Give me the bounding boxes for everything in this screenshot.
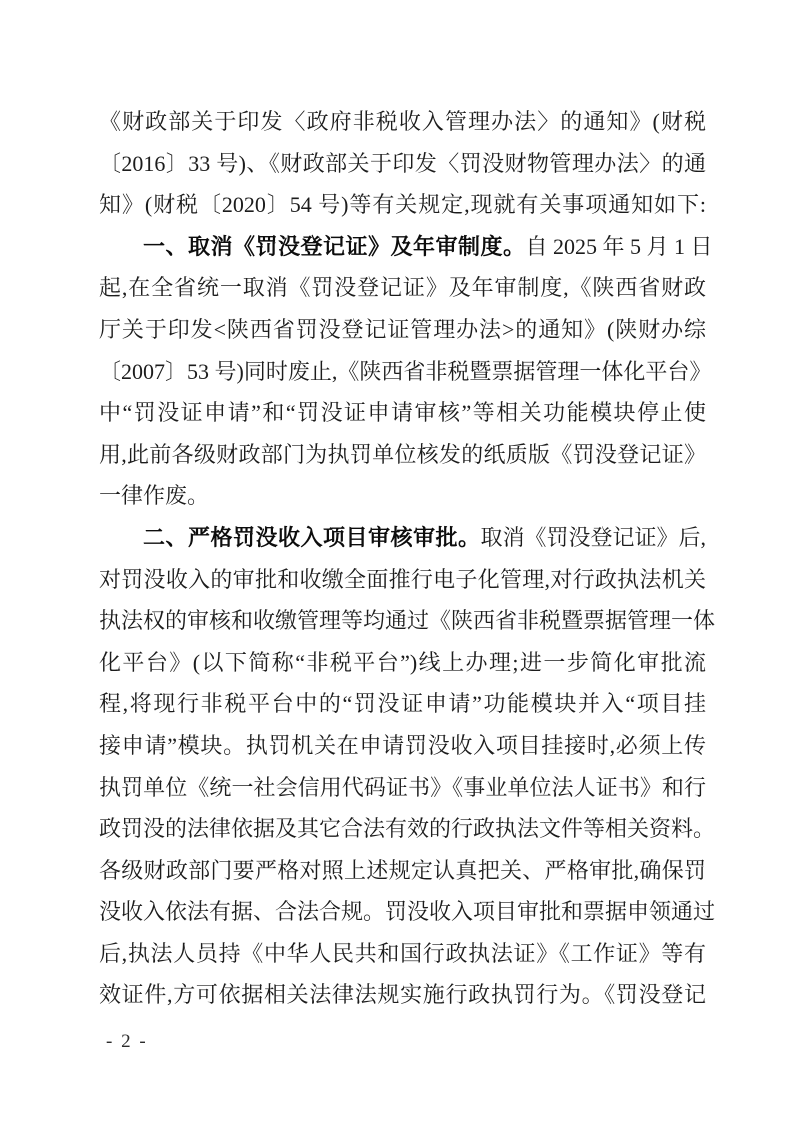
text-line — [99, 434, 706, 476]
line-text: 政罚没的法律依据及其它合法有效的行政执法文件等相关资料。 — [99, 816, 716, 842]
text-line — [99, 725, 706, 767]
text-line — [99, 559, 706, 601]
text-line — [99, 226, 713, 268]
text-line — [99, 351, 712, 393]
line-text: 〔2016〕33 号)、《财政部关于印发〈罚没财物管理办法〉的通 — [99, 150, 706, 176]
line-text: 程,将现行非税平台中的“罚没证申请”功能模块并入“项目挂 — [99, 691, 706, 717]
text-line — [99, 974, 706, 1016]
text-line — [99, 517, 706, 559]
text-line — [99, 683, 706, 725]
line-text: 各级财政部门要严格对照上述规定认真把关、严格审批,确保罚 — [99, 857, 706, 883]
line-text: 用,此前各级财政部门为执罚单位核发的纸质版《罚没登记证》 — [99, 441, 706, 467]
line-text: 接申请”模块。执罚机关在申请罚没收入项目挂接时,必须上传 — [99, 732, 706, 758]
line-text: 起,在全省统一取消《罚没登记证》及年审制度,《陕西省财政 — [99, 275, 706, 301]
line-text: 自 2025 年 5 月 1 日 — [525, 233, 713, 259]
line-text: 中“罚没证申请”和“罚没证申请审核”等相关功能模块停止使 — [99, 400, 706, 426]
line-text: 一律作废。 — [99, 483, 210, 509]
text-line — [99, 267, 706, 309]
text-line — [99, 891, 716, 933]
text-line — [99, 767, 706, 809]
line-text: 执罚单位《统一社会信用代码证书》《事业单位法人证书》和行 — [99, 774, 706, 800]
text-line — [99, 309, 706, 351]
line-text: 化平台》(以下简称“非税平台”)线上办理;进一步简化审批流 — [99, 649, 706, 675]
text-line — [99, 850, 706, 892]
line-text: 对罚没收入的审批和收缴全面推行电子化管理,对行政执法机关 — [99, 566, 706, 592]
line-text: 取消《罚没登记证》后, — [480, 524, 707, 550]
line-text: 知》(财税〔2020〕54 号)等有关规定,现就有关事项通知如下: — [99, 192, 706, 218]
section-heading: 一、取消《罚没登记证》及年审制度。 — [143, 233, 526, 259]
line-text: 执法权的审核和收缴管理等均通过《陕西省非税暨票据管理一体 — [99, 608, 716, 634]
line-text: 效证件,方可依据相关法律法规实施行政执罚行为。《罚没登记 — [99, 982, 706, 1008]
page-number: - 2 - — [106, 1031, 148, 1052]
text-line — [99, 600, 716, 642]
line-text: 〔2007〕53 号)同时废止,《陕西省非税暨票据管理一体化平台》 — [99, 358, 712, 384]
text-line — [99, 933, 706, 975]
text-line — [99, 184, 706, 226]
line-text: 没收入依法有据、合法合规。罚没收入项目审批和票据申领通过 — [99, 899, 716, 925]
line-text: 厅关于印发<陕西省罚没登记证管理办法>的通知》(陕财办综 — [99, 316, 706, 342]
line-text: 后,执法人员持《中华人民共和国行政执法证》《工作证》等有 — [99, 940, 706, 966]
text-line — [99, 143, 706, 185]
text-line — [99, 642, 706, 684]
line-text: 《财政部关于印发〈政府非税收入管理办法〉的通知》(财税 — [99, 109, 706, 134]
section-heading: 二、严格罚没收入项目审核审批。 — [143, 524, 481, 550]
body-text — [99, 101, 716, 1016]
text-line — [99, 475, 706, 517]
text-line — [99, 101, 706, 143]
text-line — [99, 808, 716, 850]
text-line — [99, 392, 706, 434]
